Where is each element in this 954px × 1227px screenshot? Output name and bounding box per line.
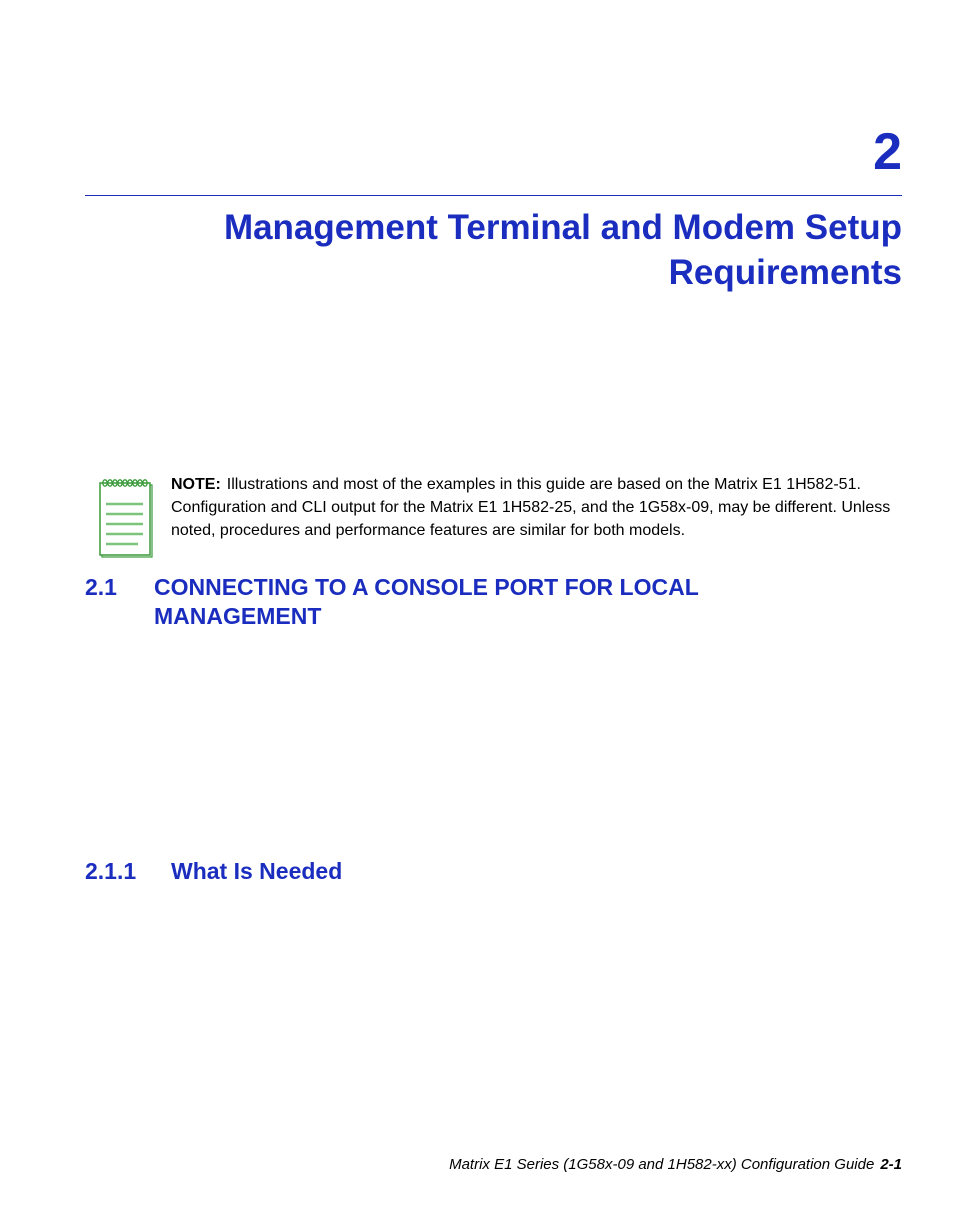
chapter-number: 2 [873, 123, 902, 181]
notepad-icon [98, 476, 156, 558]
note-body: Illustrations and most of the examples in this guide are based on the Matrix E1 1H582-51. Configuration and CLI output for the Matrix E1 1H582-25, and the 1G58x-09, may be different. Unless noted, procedures and performance features are similar for both models. [171, 476, 891, 539]
section-heading [85, 573, 845, 631]
subsection-number: 2.1.1 [85, 858, 137, 884]
subsection-title: What Is Needed [171, 858, 343, 884]
subsection-heading [85, 857, 685, 886]
chapter-title: Management Terminal and Modem Setup Requirements [223, 208, 902, 292]
chapter-rule [85, 195, 902, 196]
footer-page-number: 2-1 [880, 1156, 902, 1173]
note-text [171, 473, 906, 542]
note-label: NOTE: [171, 476, 221, 493]
footer-guide-title: Matrix E1 Series (1G58x-09 and 1H582-xx) Configuration Guide [449, 1156, 875, 1173]
page-footer [449, 1156, 902, 1174]
section-title: CONNECTING TO A CONSOLE PORT FOR LOCAL MANAGEMENT [154, 574, 699, 629]
section-number: 2.1 [85, 574, 117, 600]
